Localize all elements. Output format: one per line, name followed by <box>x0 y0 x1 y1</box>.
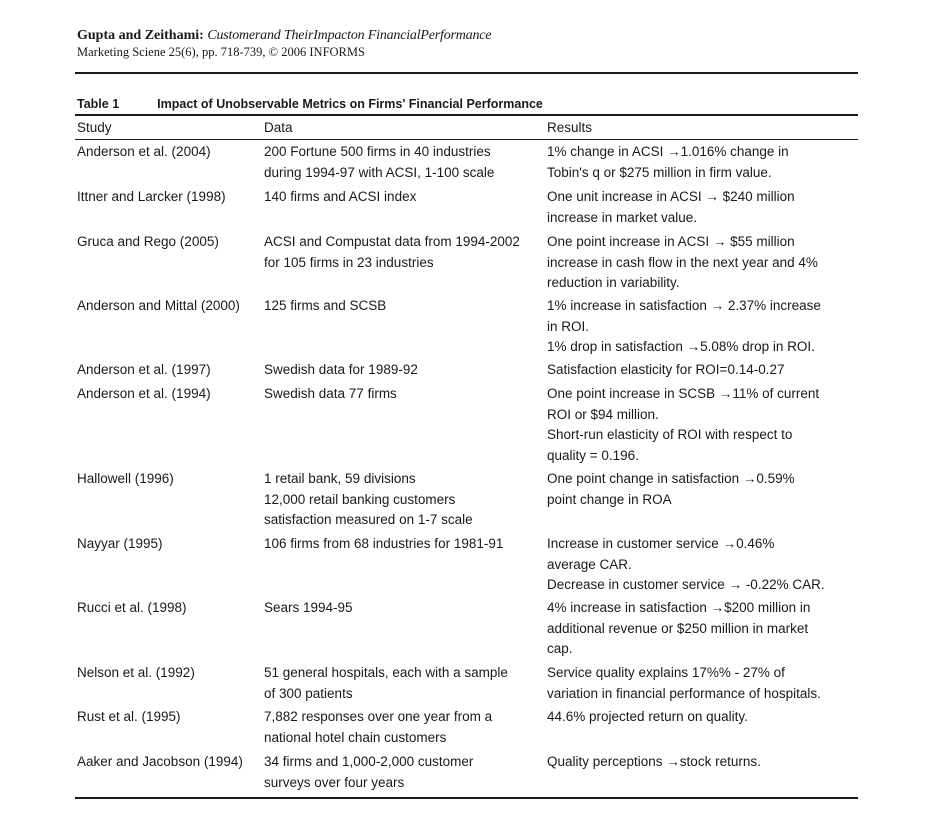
cell-line: 1% increase in satisfaction → 2.37% increase <box>547 298 821 313</box>
bottom-rule <box>75 797 858 799</box>
cell-line: Swedish data 77 firms <box>264 386 397 401</box>
table-cell-data <box>264 296 386 317</box>
table-cell-data <box>264 598 353 619</box>
table-cell-results <box>547 598 810 660</box>
cell-line: One unit increase in ACSI → $240 million <box>547 189 795 204</box>
cell-line: Sears 1994-95 <box>264 600 353 615</box>
column-header-results: Results <box>547 120 593 135</box>
cell-line: 125 firms and SCSB <box>264 298 387 313</box>
cell-line: One point increase in ACSI → $55 million <box>547 234 795 249</box>
table-cell-data <box>264 384 397 405</box>
caption-rule <box>75 114 858 116</box>
table-cell-study: Rust et al. (1995) <box>77 709 181 724</box>
column-header-data: Data <box>264 120 293 135</box>
table-cell-results <box>547 752 761 773</box>
cell-line: 12,000 retail banking customers <box>264 491 456 507</box>
table-cell-study: Anderson et al. (1997) <box>77 362 211 377</box>
cell-line: 7,882 responses over one year from a <box>264 709 493 724</box>
table-cell-results <box>547 534 825 596</box>
cell-line: 34 firms and 1,000-2,000 customer <box>264 754 474 769</box>
cell-line: average CAR. <box>547 556 632 572</box>
cell-line: 51 general hospitals, each with a sample <box>264 665 508 680</box>
cell-line: point change in ROA <box>547 491 672 507</box>
table-cell-data <box>264 663 508 704</box>
cell-line: 4% increase in satisfaction →$200 million in <box>547 600 811 615</box>
table-cell-study: Anderson et al. (1994) <box>77 386 211 401</box>
cell-line: variation in financial performance of hospitals. <box>547 685 821 701</box>
table-cell-study: Rucci et al. (1998) <box>77 600 187 615</box>
cell-line: 1% change in ACSI →1.016% change in <box>547 144 789 159</box>
table-cell-results <box>547 232 818 294</box>
running-header-citation: Marketing Sciene 25(6), pp. 718-739, © 2006 INFORMS <box>77 45 365 59</box>
table-cell-results <box>547 384 819 466</box>
cell-line: increase in market value. <box>547 209 698 225</box>
table-cell-study: Nelson et al. (1992) <box>77 665 195 680</box>
table-cell-results <box>547 360 785 381</box>
cell-line: in ROI. <box>547 318 590 334</box>
table-cell-study: Anderson and Mittal (2000) <box>77 298 240 313</box>
table-cell-study: Aaker and Jacobson (1994) <box>77 754 243 769</box>
table-cell-data <box>264 469 473 531</box>
cell-line: Service quality explains 17%% - 27% of <box>547 665 785 680</box>
running-header-title: Customerand TheirImpacton FinancialPerformance <box>207 28 492 43</box>
cell-line: reduction in variability. <box>547 275 680 290</box>
table-title: Impact of Unobservable Metrics on Firms' Financial Performance <box>157 97 543 111</box>
table-label: Table 1 <box>77 97 120 111</box>
cell-line: Tobin's q or $275 million in firm value. <box>547 164 772 180</box>
running-header-line <box>77 27 491 44</box>
cell-line: additional revenue or $250 million in market <box>547 620 809 636</box>
table-cell-results <box>547 469 795 510</box>
cell-line: Short-run elasticity of ROI with respect to <box>547 427 793 442</box>
table-cell-study: Anderson et al. (2004) <box>77 144 211 159</box>
table-cell-study: Hallowell (1996) <box>77 471 174 486</box>
cell-line: Increase in customer service →0.46% <box>547 536 775 551</box>
cell-line: Swedish data for 1989-92 <box>264 362 418 377</box>
table-cell-results <box>547 296 821 358</box>
cell-line: Decrease in customer service → -0.22% CAR. <box>547 577 825 592</box>
cell-line: increase in cash flow in the next year and 4% <box>547 254 818 270</box>
cell-line: 140 firms and ACSI index <box>264 189 417 204</box>
table-cell-results <box>547 142 789 183</box>
cell-line: Satisfaction elasticity for ROI=0.14-0.27 <box>547 362 785 377</box>
table-cell-results <box>547 187 795 228</box>
table-cell-data <box>264 142 494 183</box>
running-header-authors: Gupta and Zeithami: <box>77 28 204 43</box>
table-cell-data <box>264 534 503 555</box>
table-cell-results <box>547 707 748 728</box>
table-cell-study: Nayyar (1995) <box>77 536 163 551</box>
table-cell-study: Ittner and Larcker (1998) <box>77 189 226 204</box>
table-cell-data <box>264 707 492 748</box>
cell-line: cap. <box>547 641 573 656</box>
cell-line: ACSI and Compustat data from 1994-2002 <box>264 234 520 249</box>
cell-line: 1 retail bank, 59 divisions <box>264 471 416 486</box>
table-cell-data <box>264 752 473 793</box>
cell-line: 106 firms from 68 industries for 1981-91 <box>264 536 504 551</box>
cell-line: 200 Fortune 500 firms in 40 industries <box>264 144 491 159</box>
cell-line: ROI or $94 million. <box>547 406 659 422</box>
cell-line: during 1994-97 with ACSI, 1-100 scale <box>264 164 495 180</box>
cell-line: quality = 0.196. <box>547 447 639 463</box>
cell-line: One point change in satisfaction →0.59% <box>547 471 795 486</box>
cell-line: One point increase in SCSB →11% of current <box>547 386 820 401</box>
table-cell-results <box>547 663 821 704</box>
cell-line: Quality perceptions →stock returns. <box>547 754 761 769</box>
table-cell-data <box>264 360 418 381</box>
running-header <box>77 27 491 60</box>
cell-line: satisfaction measured on 1-7 scale <box>264 512 473 527</box>
top-rule <box>75 72 858 74</box>
column-header-study: Study <box>77 120 112 135</box>
table-caption <box>77 96 543 112</box>
cell-line: 1% drop in satisfaction →5.08% drop in ROI. <box>547 339 815 354</box>
table-cell-data <box>264 187 416 208</box>
cell-line: surveys over four years <box>264 774 405 790</box>
cell-line: for 105 firms in 23 industries <box>264 254 434 270</box>
table-cell-data <box>264 232 520 273</box>
cell-line: 44.6% projected return on quality. <box>547 709 748 724</box>
cell-line: national hotel chain customers <box>264 729 447 745</box>
header-rule <box>75 139 858 140</box>
cell-line: of 300 patients <box>264 685 353 701</box>
table-cell-study: Gruca and Rego (2005) <box>77 234 219 249</box>
